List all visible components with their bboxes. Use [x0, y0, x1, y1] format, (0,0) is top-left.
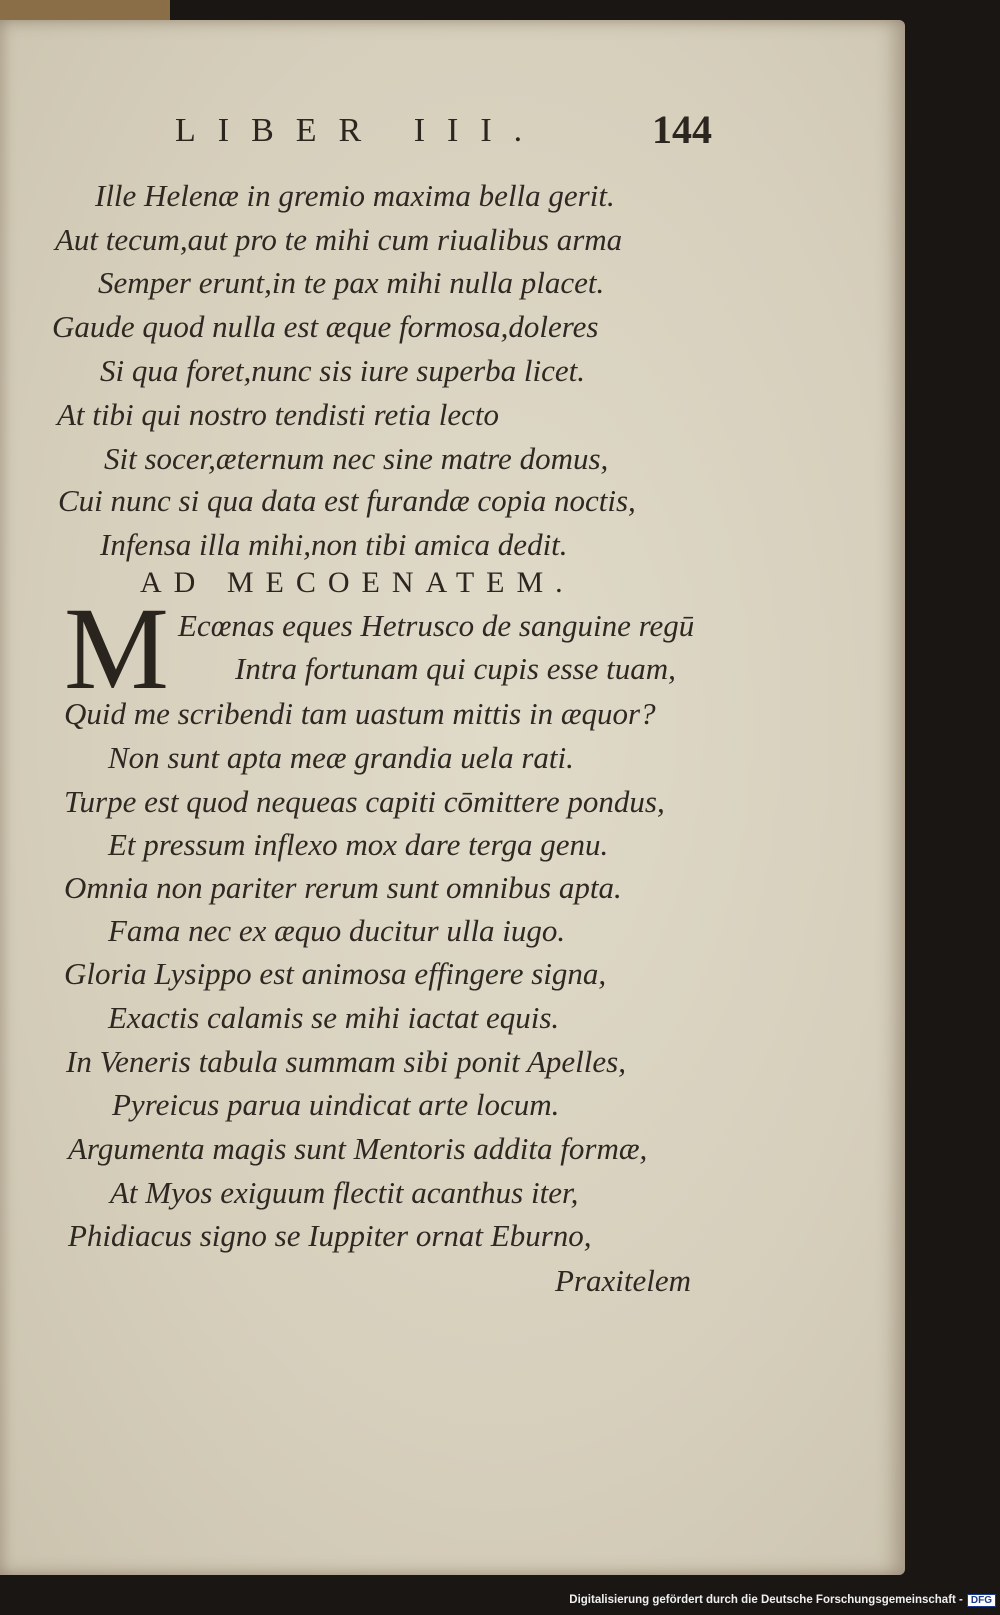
verse-line: Fama nec ex æquo ducitur ulla iugo.: [108, 913, 566, 948]
verse-line: Omnia non pariter rerum sunt omnibus apta.: [64, 870, 622, 905]
poem-title: AD MECOENATEM.: [140, 566, 575, 599]
verse-line: Sit socer,æternum nec sine matre domus,: [104, 441, 609, 476]
page-number: 144: [652, 107, 712, 152]
verse-line: Si qua foret,nunc sis iure superba licet.: [100, 353, 586, 388]
verse-line: Intra fortunam qui cupis esse tuam,: [235, 651, 676, 686]
page-edge: [0, 0, 170, 20]
drop-cap-initial: M: [64, 583, 169, 714]
verse-line: Aut tecum,aut pro te mihi cum riualibus arma: [55, 222, 623, 257]
verse-line: At tibi qui nostro tendisti retia lecto: [57, 397, 500, 432]
verse-line: Infensa illa mihi,non tibi amica dedit.: [100, 527, 568, 562]
verse-line: At Myos exiguum flectit acanthus iter,: [110, 1175, 579, 1210]
verse-line: Gloria Lysippo est animosa effingere signa,: [64, 956, 607, 991]
verse-line: Turpe est quod nequeas capiti cōmittere pondus,: [64, 784, 665, 819]
verse-line: Exactis calamis se mihi iactat equis.: [108, 1000, 560, 1035]
verse-line: Argumenta magis sunt Mentoris addita formæ,: [68, 1131, 648, 1166]
catchword: Praxitelem: [555, 1263, 692, 1298]
running-head: LIBER III.: [175, 112, 545, 149]
book-page: [0, 20, 905, 1575]
verse-line: Phidiacus signo se Iuppiter ornat Eburno,: [68, 1218, 592, 1253]
verse-line: Non sunt apta meæ grandia uela rati.: [108, 740, 574, 775]
verse-line: Semper erunt,in te pax mihi nulla placet.: [98, 265, 605, 300]
verse-line: Gaude quod nulla est æque formosa,doleres: [52, 309, 599, 344]
verse-line: Ecœnas eques Hetrusco de sanguine regū: [178, 608, 695, 643]
digitization-credit: [569, 1594, 996, 1607]
verse-line: In Veneris tabula summam sibi ponit Apelles,: [66, 1044, 626, 1079]
verse-block: [0, 20, 905, 1575]
verse-line: Ille Helenæ in gremio maxima bella gerit.: [95, 178, 615, 213]
verse-line: Cui nunc si qua data est furandæ copia noctis,: [58, 483, 636, 518]
verse-line: Pyreicus parua uindicat arte locum.: [112, 1087, 560, 1122]
dfg-logo: DFG: [967, 1594, 996, 1607]
verse-line: Et pressum inflexo mox dare terga genu.: [108, 827, 609, 862]
verse-line: Quid me scribendi tam uastum mittis in æquor?: [64, 696, 656, 731]
credit-text: Digitalisierung gefördert durch die Deutsche Forschungsgemeinschaft -: [569, 1594, 963, 1606]
